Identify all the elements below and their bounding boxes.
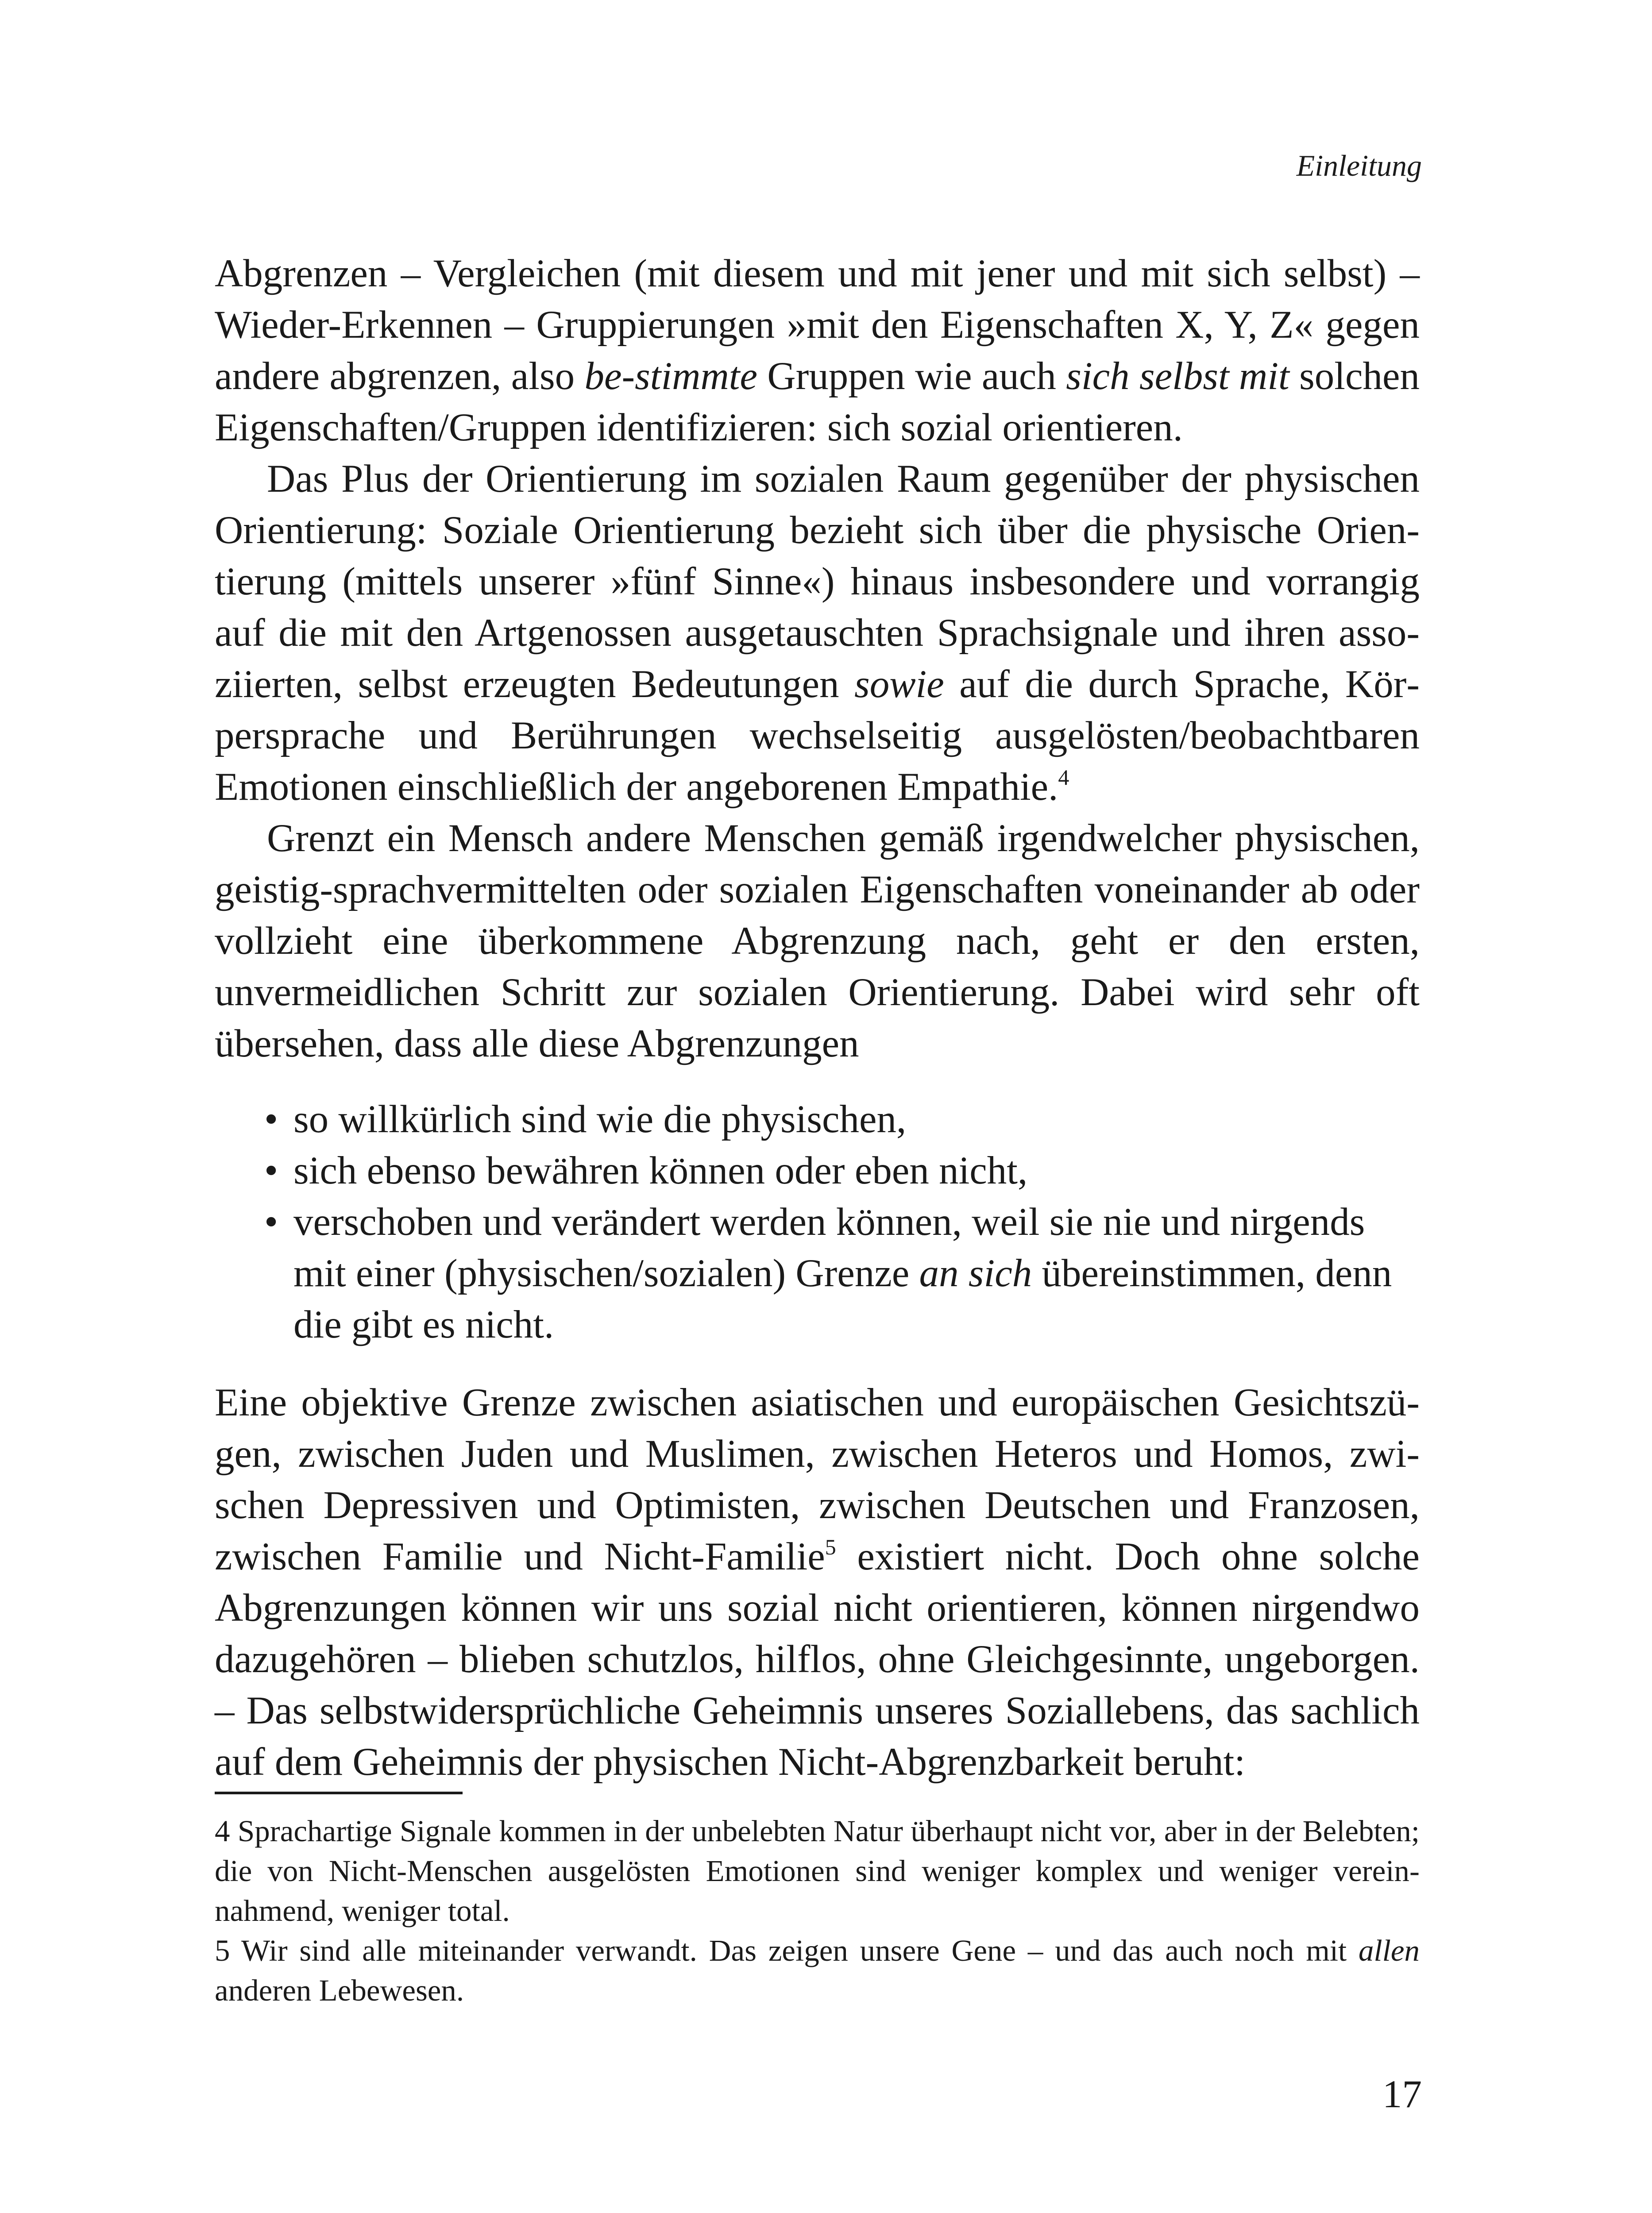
- footnote-4: 4 Sprachartige Signale kommen in der unbelebten Natur überhaupt nicht vor, aber in der Belebten; die von Nicht-Menschen ausgelösten Emotionen sind weniger komplex und weniger vereinnahmend, weniger total.: [215, 1814, 1420, 1928]
- paragraph-2-text-a: Das Plus der Orientierung im sozialen Raum gegenüber der physischen Orientierung: Soziale Orientierung bezieht sich über die physische Orientierung (mittels unserer »fünf Sinne«) hinaus insbesondere und vorrangig auf die mit den Artgenossen ausgetauschten Sprachsignale und ihren assoziierten, selbst erzeugten Bedeutungen: [215, 457, 1420, 706]
- footnote-5-text-c: anderen Lebewesen.: [215, 1974, 464, 2007]
- footnote-ref-4[interactable]: 4: [1058, 765, 1069, 790]
- footnote-5-italic-b: allen: [1359, 1934, 1420, 1967]
- bullet-item-1-text: so willkürlich sind wie die physischen,: [293, 1098, 907, 1141]
- footnote-5-text-a: 5 Wir sind alle miteinander verwandt. Das zeigen unsere Gene – und das auch noch mit: [215, 1934, 1359, 1967]
- bullet-marker: •: [264, 1200, 278, 1244]
- paragraph-4-text-a: Eine objektive Grenze zwischen asiatischen und europäischen Gesichtszügen, zwischen Juden und Muslimen, zwischen Heteros und Homos, zwischen Depressiven und Optimisten, zwischen Deutschen und Franzosen, zwischen Familie und Nicht-Familie: [215, 1381, 1420, 1578]
- bullet-item-2: [264, 1145, 1420, 1196]
- bullet-item-3-text-a: verschoben und verändert werden können, weil sie nie und nirgends mit einer (physischen/sozialen) Grenze: [293, 1200, 1365, 1295]
- bullet-item-3: [264, 1196, 1420, 1350]
- main-text: [215, 248, 1420, 1788]
- bullet-item-1: [264, 1094, 1420, 1145]
- bullet-list: [215, 1094, 1420, 1350]
- bullet-marker: •: [264, 1098, 278, 1141]
- paragraph-3: Grenzt ein Mensch andere Menschen gemäß irgendwelcher physischen, geistig-sprachvermittelten oder sozialen Eigenschaften voneinander ab oder vollzieht eine überkommene Abgrenzung nach, geht er den ersten, unvermeidlichen Schritt zur sozialen Orientierung. Dabei wird sehr oft übersehen, dass alle diese Abgrenzungen: [215, 817, 1420, 1065]
- footnotes: [215, 1811, 1420, 2010]
- paragraph-1-italic-b: be-stimmte: [584, 355, 757, 398]
- page-number: 17: [1382, 2073, 1422, 2116]
- bullet-item-3-text-c: übereinstimmen, denn die gibt es nicht.: [293, 1252, 1392, 1346]
- paragraph-1-italic-d: sich selbst mit: [1066, 355, 1289, 398]
- paragraph-2-text-c: auf die durch Sprache, Körpersprache und Berührungen wechselseitig ausgelösten/beobachtbaren Emotionen einschließlich der angeborenen Empathie.: [215, 663, 1420, 809]
- paragraph-4: [215, 1377, 1420, 1788]
- paragraph-1: [215, 248, 1420, 453]
- footnote-ref-5[interactable]: 5: [825, 1534, 836, 1559]
- paragraph-4-text-b: existiert nicht. Doch ohne solche Abgrenzungen können wir uns sozial nicht orientieren, können nirgendwo dazugehören – blieben schutzlos, hilflos, ohne Gleichgesinnte, ungeborgen. – Das selbstwidersprüchliche Geheimnis unseres Soziallebens, das sachlich auf dem Geheimnis der physischen Nicht-Abgrenzbarkeit beruht:: [215, 1535, 1420, 1784]
- footnote-5: [215, 1931, 1420, 2010]
- bullet-marker: •: [264, 1149, 278, 1192]
- paragraph-1-text-c: Gruppen wie auch: [757, 355, 1066, 398]
- paragraph-1-text-a: Abgrenzen – Vergleichen (mit diesem und mit jener und mit sich selbst) – Wieder-Erkennen – Gruppierungen »mit den Eigenschaften X, Y, Z« gegen andere abgrenzen, also: [215, 252, 1420, 398]
- running-head: Einleitung: [1296, 149, 1422, 182]
- paragraph-1-text-e: solchen Eigenschaften/Gruppen identifizieren: sich sozial orientieren.: [215, 355, 1420, 449]
- bullet-item-3-italic-b: an sich: [919, 1252, 1032, 1295]
- paragraph-2-italic-b: sowie: [854, 663, 944, 706]
- footnote-divider: [215, 1792, 463, 1794]
- paragraph-2: [215, 453, 1420, 813]
- bullet-item-2-text: sich ebenso bewähren können oder eben nicht,: [293, 1149, 1028, 1192]
